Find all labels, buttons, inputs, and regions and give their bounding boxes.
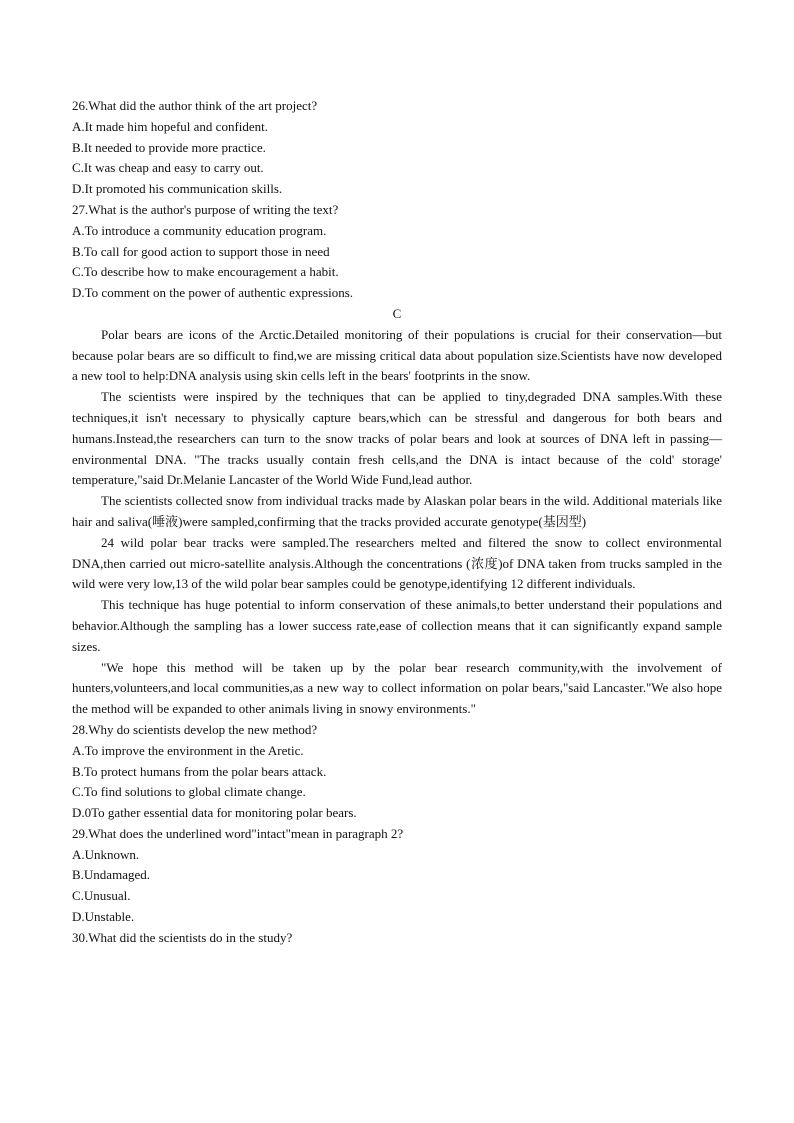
option-d: D.To comment on the power of authentic expressions. [72, 285, 354, 301]
option-c: C.It was cheap and easy to carry out. [72, 160, 264, 176]
option-a: A.Unknown. [72, 846, 140, 862]
option-b: B.Undamaged. [72, 867, 150, 883]
option-c: C.To describe how to make encouragement a habit. [72, 264, 339, 280]
question-text: 30.What did the scientists do in the study? [72, 929, 293, 945]
option-b: B.To call for good action to support those in need [72, 243, 330, 259]
question-text: 26.What did the author think of the art project? [72, 98, 318, 113]
question-29 [72, 824, 722, 928]
passage-paragraph-5: This technique has huge potential to inform conservation of these animals,to better understand their populations and behavior.Although the sampling has a lower success rate,ease of collection means that it can significantly expand sample sizes. [72, 597, 722, 654]
passage-paragraph-1: Polar bears are icons of the Arctic.Detailed monitoring of their populations is crucial for their conservation—but because polar bears are so difficult to find,we are missing critical data about population size.Scientists have now developed a new tool to help:DNA analysis using skin cells left in the bears' footprints in the snow. [72, 326, 722, 384]
passage-paragraph-6: "We hope this method will be taken up by the polar bear research community,with the involvement of hunters,volunteers,and local communities,as a new way to collect information on polar bears,"said Lancaster."We also hope the method will be expanded to other animals living in snowy environments." [72, 659, 722, 717]
option-c: C.Unusual. [72, 888, 131, 904]
question-text: 28.Why do scientists develop the new method? [72, 721, 318, 737]
option-d: D.0To gather essential data for monitoring polar bears. [72, 805, 357, 821]
option-a: A.To improve the environment in the Aretic. [72, 742, 304, 758]
option-d: D.It promoted his communication skills. [72, 181, 283, 197]
question-27 [72, 200, 722, 304]
option-c: C.To find solutions to global climate change. [72, 784, 306, 800]
question-26 [72, 96, 722, 200]
passage-label: C [392, 305, 402, 321]
question-text: 29.What does the underlined word"intact"mean in paragraph 2? [72, 825, 404, 841]
passage-paragraph-3: The scientists collected snow from individual tracks made by Alaskan polar bears in the wild. Additional materials like hair and saliva(唾液)were sampled,confirming that the tracks provided accurate genotype(基因型) [72, 493, 722, 529]
question-30 [72, 928, 722, 949]
option-a: A.To introduce a community education program. [72, 222, 327, 238]
option-a: A.It made him hopeful and confident. [72, 118, 269, 134]
passage-c [72, 304, 722, 720]
passage-paragraph-4: 24 wild polar bear tracks were sampled.The researchers melted and filtered the snow to collect environmental DNA,then carried out micro-satellite analysis.Although the concentrations (浓度)of DNA taken from trucks sampled in the wild were very low,13 of the wild polar bear samples could be genotype,identifying 12 different individuals. [72, 534, 722, 592]
option-b: B.It needed to provide more practice. [72, 139, 266, 155]
passage-paragraph-2: The scientists were inspired by the techniques that can be applied to tiny,degraded DNA samples.With these techniques,it isn't necessary to physically capture bears,which can be stressful and dangerous for both bears and humans.Instead,the researchers can turn to the snow tracks of polar bears and look at sources of DNA left in passing—environmental DNA. "The tracks usually contain fresh cells,and the DNA is intact because of the cold' storage' temperature,"said Dr.Melanie Lancaster of the World Wide Fund,lead author. [72, 389, 722, 488]
option-d: D.Unstable. [72, 909, 135, 925]
option-b: B.To protect humans from the polar bears attack. [72, 763, 327, 779]
question-28 [72, 720, 722, 824]
question-text: 27.What is the author's purpose of writing the text? [72, 201, 339, 217]
